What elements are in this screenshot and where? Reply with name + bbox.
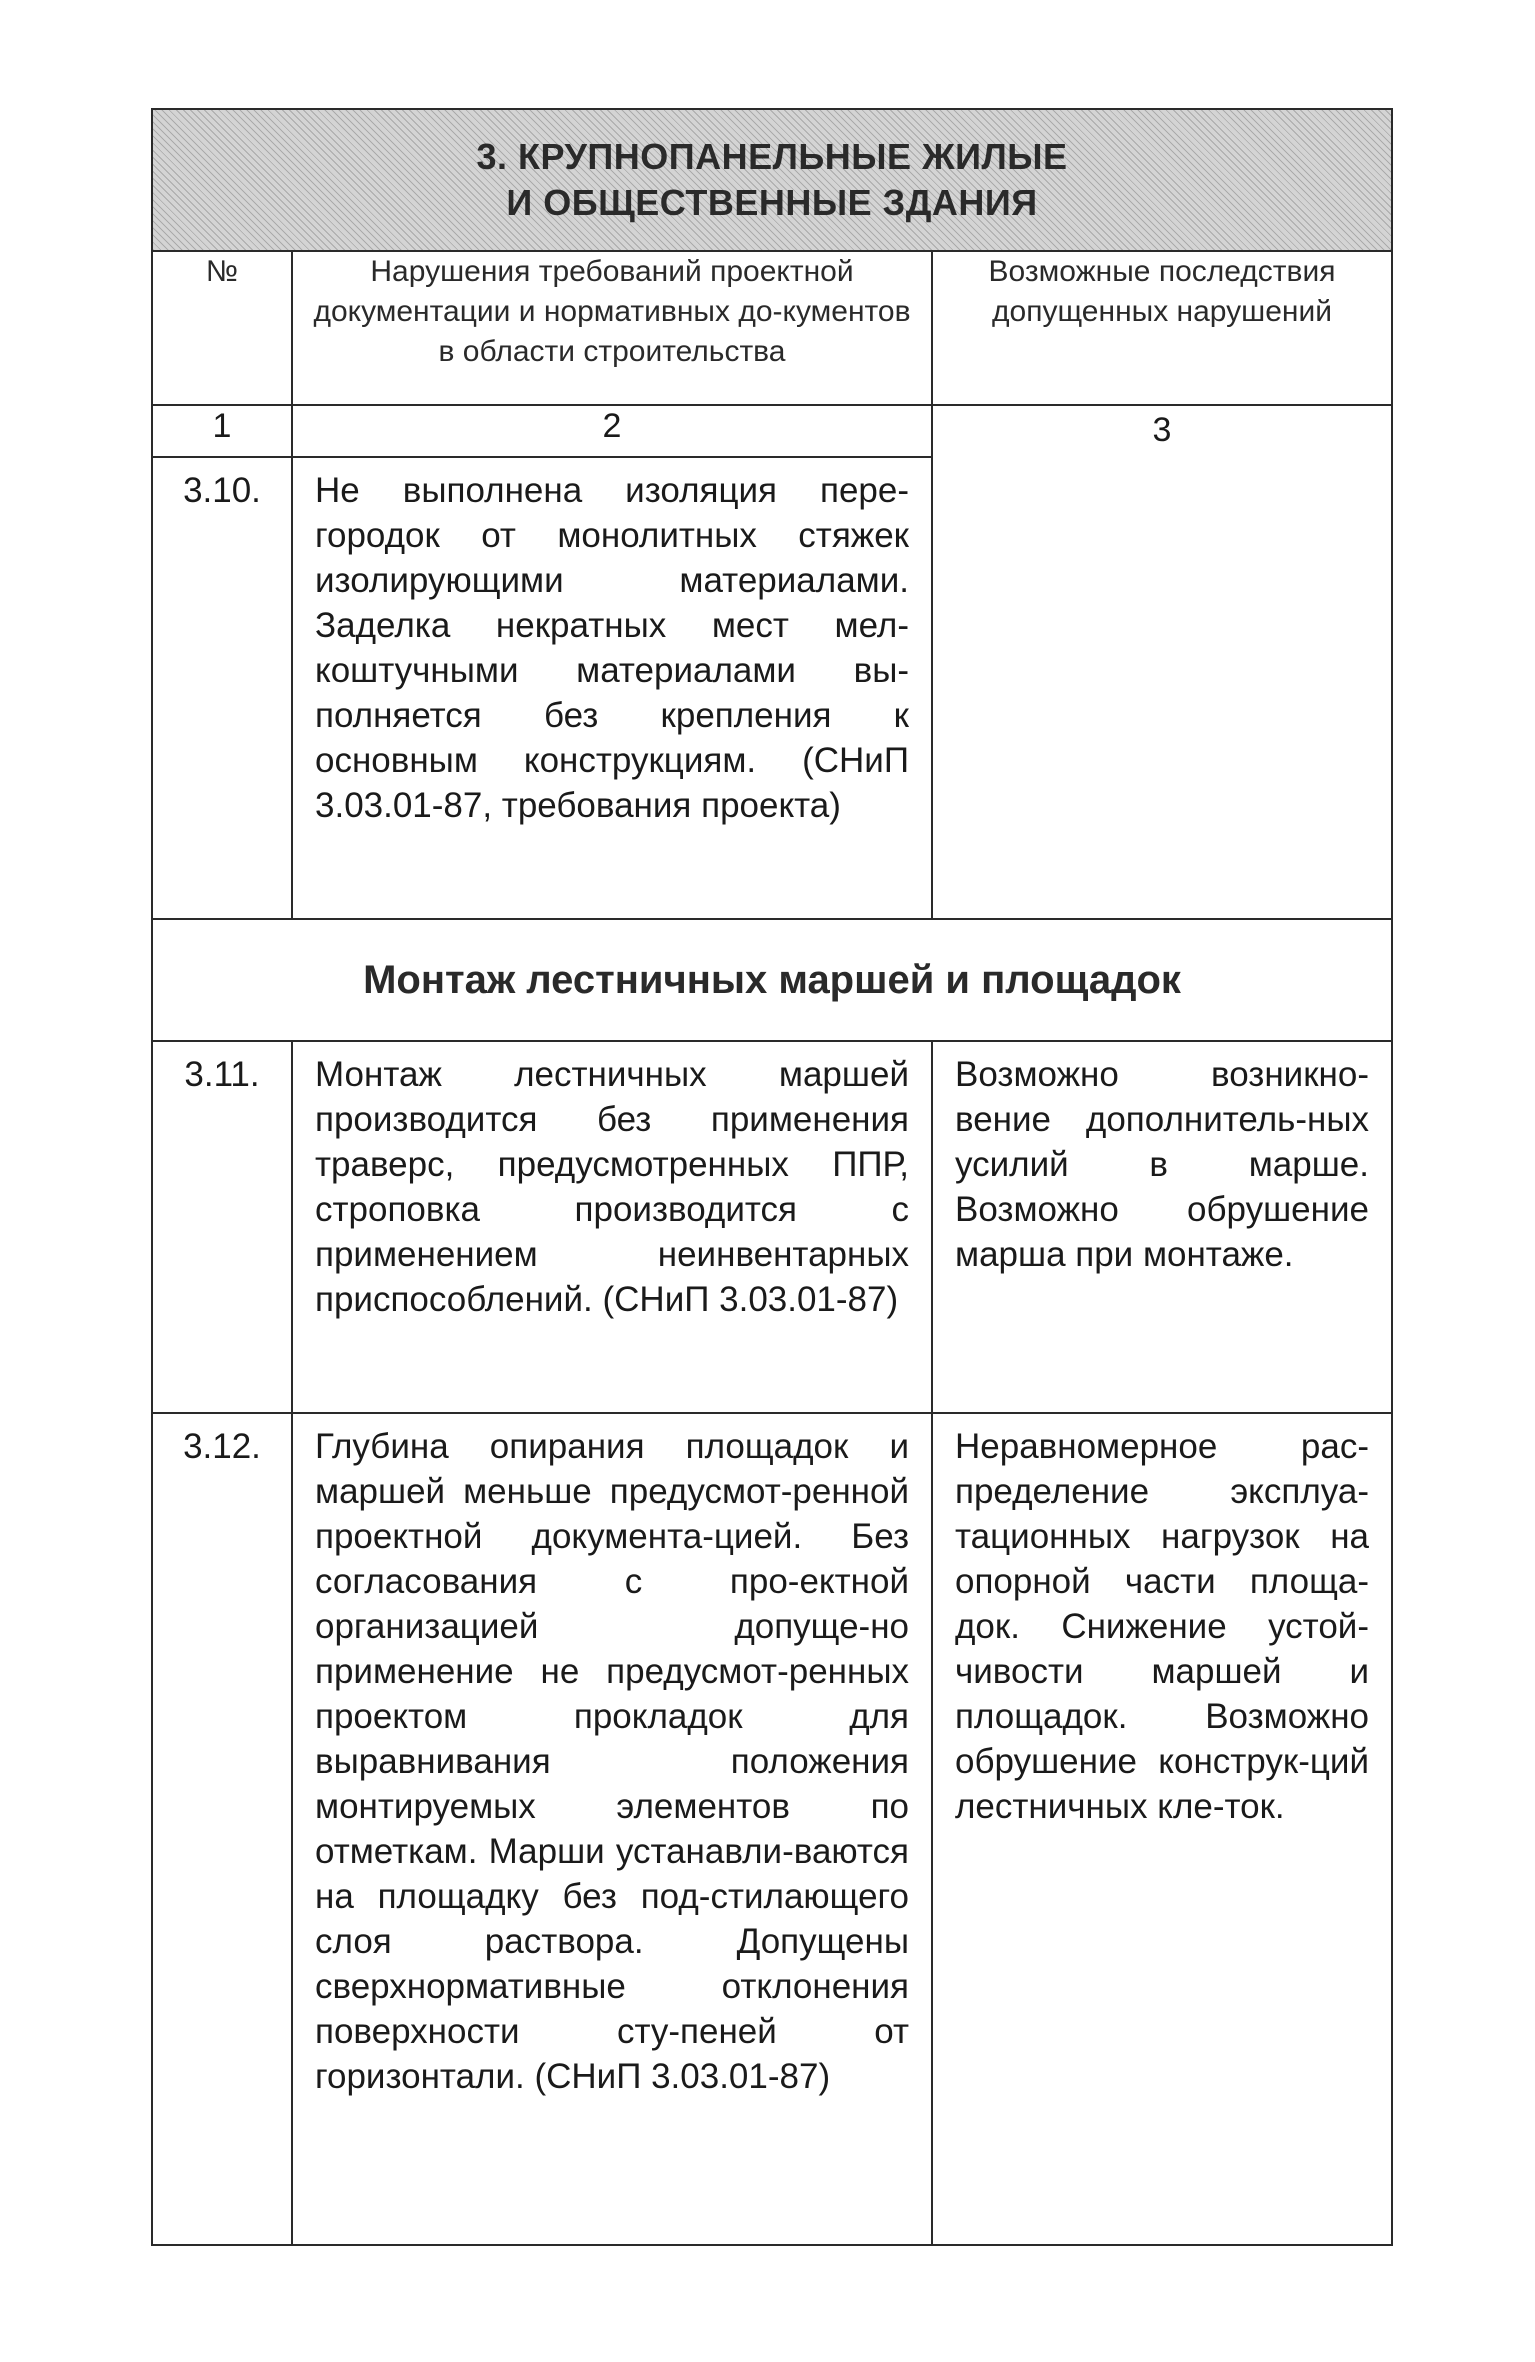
- row-number-text: 3.12.: [183, 1427, 261, 1466]
- row-number: [152, 1413, 292, 2245]
- table-title-line-1: 3. КРУПНОПАНЕЛЬНЫЕ ЖИЛЫЕ: [476, 136, 1068, 177]
- table-title: [152, 109, 1392, 251]
- section-heading-row: [152, 919, 1392, 1041]
- column-number-2: 2: [292, 405, 932, 457]
- title-row: [152, 109, 1392, 251]
- row-consequence: [932, 1041, 1392, 1413]
- header-consequences: Возможные последствия допущенных нарушений: [932, 251, 1392, 405]
- row-consequence-text: Возможно возникно-вение дополнитель-ных усилий в марше. Возможно обрушение марша при монтаже.: [955, 1055, 1369, 1274]
- row-number: [152, 457, 292, 919]
- column-number-row: [152, 405, 1392, 457]
- row-violation-text: Глубина опирания площадок и маршей меньше предусмот-ренной проектной документа-цией. Без согласования с про-ектной организацией допуще-но применение не предусмот-ренных проектом прокладок для выравнивания положения монтируемых элементов по отметкам. Марши устанавли-ваются на площадку без под-стилающего слоя раствора. Допущены сверхнормативные отклонения поверхности сту-пеней от горизонтали. (СНиП 3.03.01-87): [315, 1427, 909, 2096]
- table-row: [152, 1413, 1392, 2245]
- header-number: №: [152, 251, 292, 405]
- row-violation: [292, 1413, 932, 2245]
- row-number: [152, 1041, 292, 1413]
- row-violation: [292, 1041, 932, 1413]
- row-violation-text: Не выполнена изоляция пере-городок от монолитных стяжек изолирующими материалами. Заделка некратных мест мел-коштучными материалами вы-полняется без крепления к основным конструкциям. (СНиП 3.03.01-87, требования проекта): [315, 471, 909, 825]
- header-row: [152, 251, 1392, 405]
- header-violations: Нарушения требований проектной документации и нормативных до-кументов в области строительства: [292, 251, 932, 405]
- row-number-text: 3.11.: [184, 1055, 260, 1094]
- row-consequence: [932, 1413, 1392, 2245]
- section-heading: Монтаж лестничных маршей и площадок: [152, 919, 1392, 1041]
- column-number-3: [932, 405, 1392, 919]
- row-consequence-text: Неравномерное рас-пределение эксплуа-тационных нагрузок на опорной части площа-док. Снижение устой-чивости маршей и площадок. Возможно обрушение конструк-ций лестничных кле-ток.: [955, 1427, 1369, 1826]
- column-number-3-label: 3: [1152, 411, 1172, 449]
- table-title-line-2: И ОБЩЕСТВЕННЫЕ ЗДАНИЯ: [506, 182, 1038, 223]
- row-number-text: 3.10.: [183, 471, 261, 510]
- document-page: [151, 108, 1391, 2234]
- column-number-1: 1: [152, 405, 292, 457]
- row-violation: [292, 457, 932, 919]
- table-row: [152, 1041, 1392, 1413]
- violations-table: [151, 108, 1393, 2246]
- row-violation-text: Монтаж лестничных маршей производится без применения траверс, предусмотренных ППР, строповка производится с применением неинвентарных приспособлений. (СНиП 3.03.01-87): [315, 1055, 909, 1319]
